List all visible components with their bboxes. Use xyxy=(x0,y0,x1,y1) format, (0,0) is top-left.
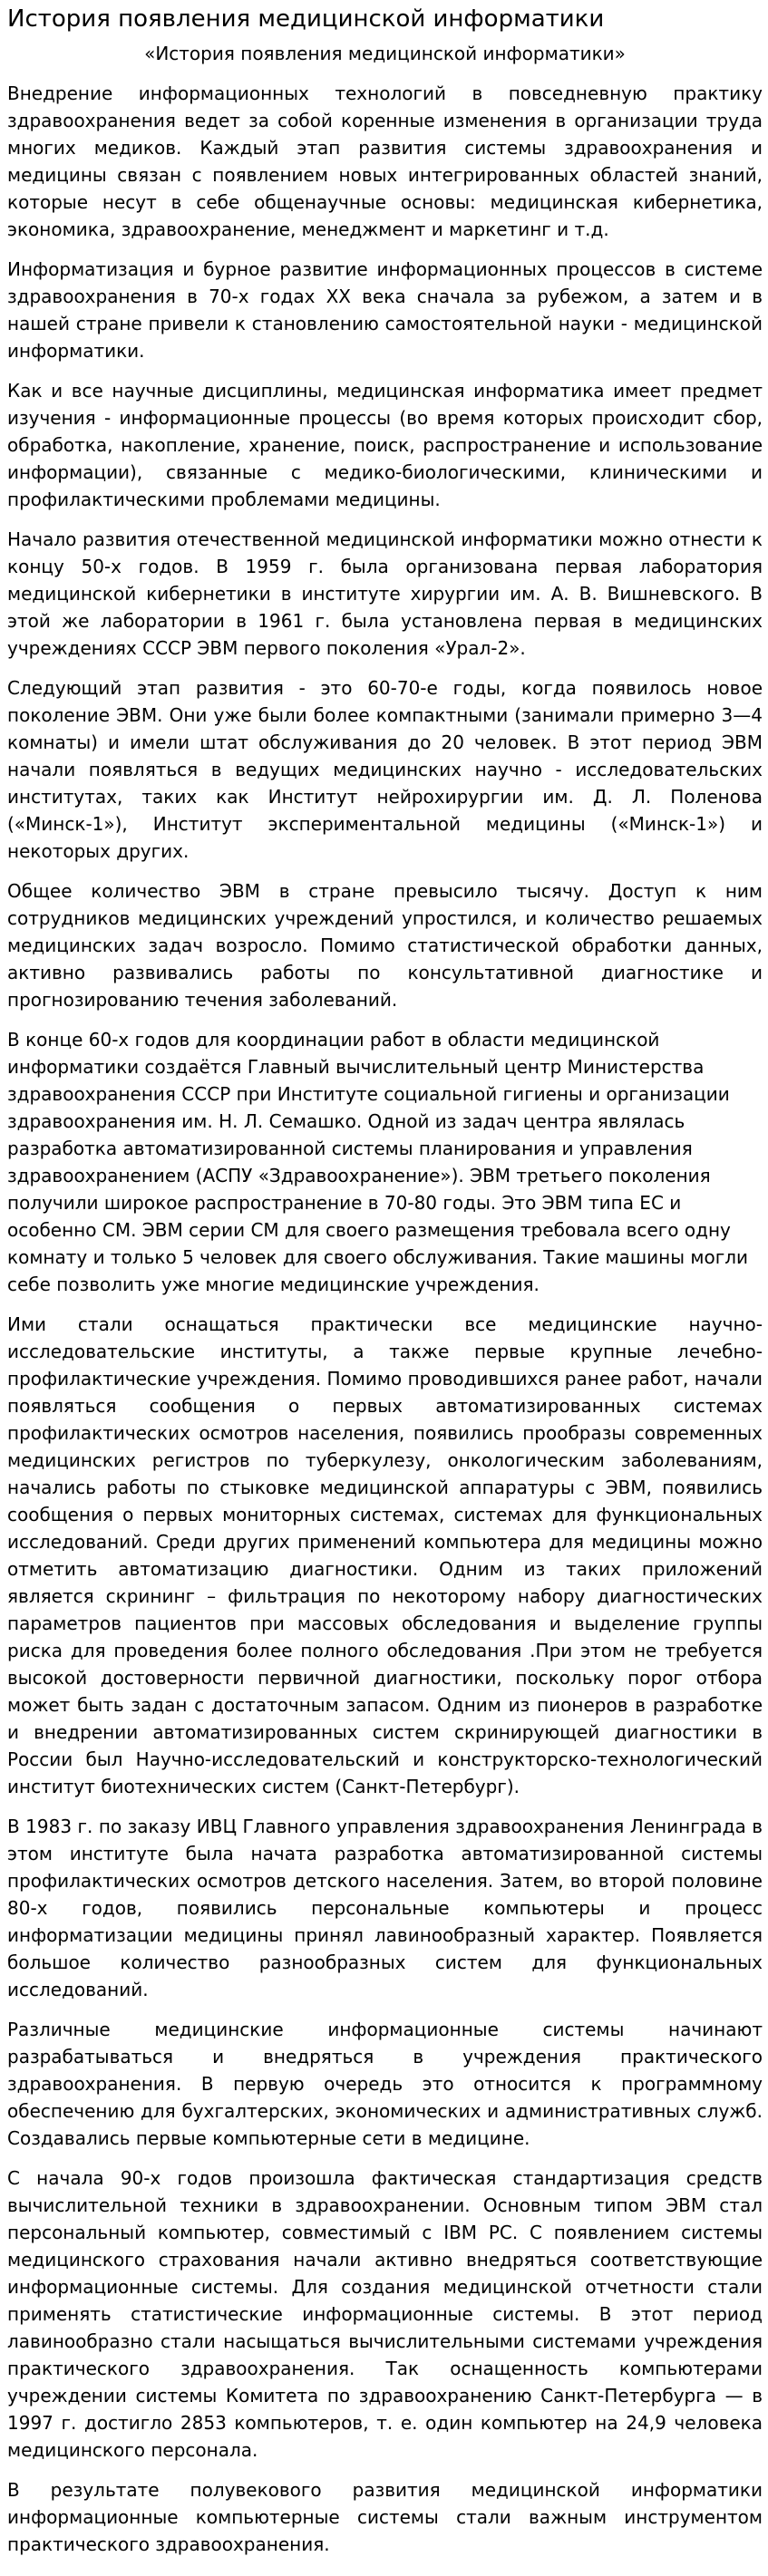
document-subtitle: «История появления медицинской информатики» xyxy=(144,43,626,64)
paragraph-11: С начала 90-х годов произошла фактическая стандартизация средств вычислительной техники в здравоохранении. Основным типом ЭВМ стал персональный компьютер, совместимый с IBM PC. С появлением системы медицинского страхования начали активно внедряться соответствующие информационные системы. Для создания медицинской отчетности стали применять статистические информационные системы. В этот период лавинообразно стали насыщаться вычислительными системами учреждения практического здравоохранения. Так оснащенность компьютерами учреждении системы Комитета по здравоохранению Санкт-Петербурга — в 1997 г. достигло 2853 компьютеров, т. е. один компьютер на 24,9 человека медицинского персонала. xyxy=(7,2167,763,2461)
paragraph-12: В результате полувекового развития медицинской информатики информационные компьютерные системы стали важным инструментом практического здравоохранения. xyxy=(7,2479,763,2555)
paragraph-1: Внедрение информационных технологий в повседневную практику здравоохранения ведет за собой коренные изменения в организации труда многих медиков. Каждый этап развития системы здравоохранения и медицины связан с появлением новых интегрированных областей знаний, которые несут в себе общенаучные основы: медицинская кибернетика, экономика, здравоохранение, менеджмент и маркетинг и т.д. xyxy=(7,82,763,240)
paragraph-4: Начало развития отечественной медицинской информатики можно отнести к концу 50-х годов. В 1959 г. была организована первая лаборатория медицинской кибернетики в институте хирургии им. А. В. Вишневского. В этой же лаборатории в 1961 г. была установлена первая в медицинских учреждениях СССР ЭВМ первого поколения «Урал-2». xyxy=(7,528,763,659)
paragraph-3: Как и все научные дисциплины, медицинская информатика имеет предмет изучения - информационные процессы (во время которых происходит сбор, обработка, накопление, хранение, поиск, распространение и использование информации), связанные с медико-биологическими, клиническими и профилактическими проблемами медицины. xyxy=(7,380,763,510)
page-title: История появления медицинской информатики xyxy=(7,5,605,33)
paragraph-10: Различные медицинские информационные системы начинают разрабатываться и внедряться в учреждения практического здравоохранения. В первую очередь это относится к программному обеспечению для бухгалтерских, экономических и административных служб. Создавались первые компьютерные сети в медицине. xyxy=(7,2019,763,2149)
paragraph-8: Ими стали оснащаться практически все медицинские научно-исследовательские институты, а также первые крупные лечебно-профилактические учреждения. Помимо проводившихся ранее работ, начали появляться сообщения о первых автоматизированных системах профилактических осмотров населения, появились прообразы современных медицинских регистров по туберкулезу, онкологическим заболеваниям, начались работы по стыковке медицинской аппаратуры с ЭВМ, появились сообщения о первых мониторных системах, системах для функциональных исследований. Среди других применений компьютера для медицины можно отметить автоматизацию диагностики. Одним из таких приложений является скрининг – фильтрация по некоторому набору диагностических параметров пациентов при массовых обследования и выделение группы риска для проведения более полного обследования .При этом не требуется высокой достоверности первичной диагностики, поскольку порог отбора может быть задан с достаточным запасом. Одним из пионеров в разработке и внедрении автоматизированных систем скринирующей диагностики в России был Научно-исследовательский и конструкторско-технологический институт биотехнических систем (Санкт-Петербург). xyxy=(7,1313,763,1797)
paragraph-2: Информатизация и бурное развитие информационных процессов в системе здравоохранения в 70-х годах XX века сначала за рубежом, а затем и в нашей стране привели к становлению самостоятельной науки - медицинской информатики. xyxy=(7,258,763,362)
paragraph-5: Следующий этап развития - это 60-70-е годы, когда появилось новое поколение ЭВМ. Они уже были более компактными (занимали примерно 3—4 комнаты) и имели штат обслуживания до 20 человек. В этот период ЭВМ начали появляться в ведущих медицинских научно - исследовательских институтах, таких как Институт нейрохирургии им. Д. Л. Поленова («Минск-1»), Институт экспериментальной медицины («Минск-1») и некоторых других. xyxy=(7,677,763,862)
paragraph-9: В 1983 г. по заказу ИВЦ Главного управления здравоохранения Ленинграда в этом институте была начата разработка автоматизированной системы профилактических осмотров детского населения. Затем, во второй половине 80-х годов, появились персональные компьютеры и процесс информатизации медицины принял лавинообразный характер. Появляется большое количество разнообразных систем для функциональных исследований. xyxy=(7,1816,763,2000)
paragraph-7: В конце 60-х годов для координации работ в области медицинской информатики создаётся Главный вычислительный центр Министерства здравоохранения СССР при Институте социальной гигиены и организации здравоохранения им. Н. Л. Семашко. Одной из задач центра являлась разработка автоматизированной системы планирования и управления здравоохранением (АСПУ «Здравоохранение»). ЭВМ третьего поколения получили широкое распространение в 70-80 годы. Это ЭВМ типа ЕС и особенно СМ. ЭВМ серии СМ для своего размещения требовала всего одну комнату и только 5 человек для своего обслуживания. Такие машины могли себе позволить уже многие медицинские учреждения. xyxy=(7,1029,749,1295)
paragraph-6: Общее количество ЭВМ в стране превысило тысячу. Доступ к ним сотрудников медицинских учреждений упростился, и количество решаемых медицинских задач возросло. Помимо статистической обработки данных, активно развивались работы по консультативной диагностике и прогнозированию течения заболеваний. xyxy=(7,880,763,1011)
